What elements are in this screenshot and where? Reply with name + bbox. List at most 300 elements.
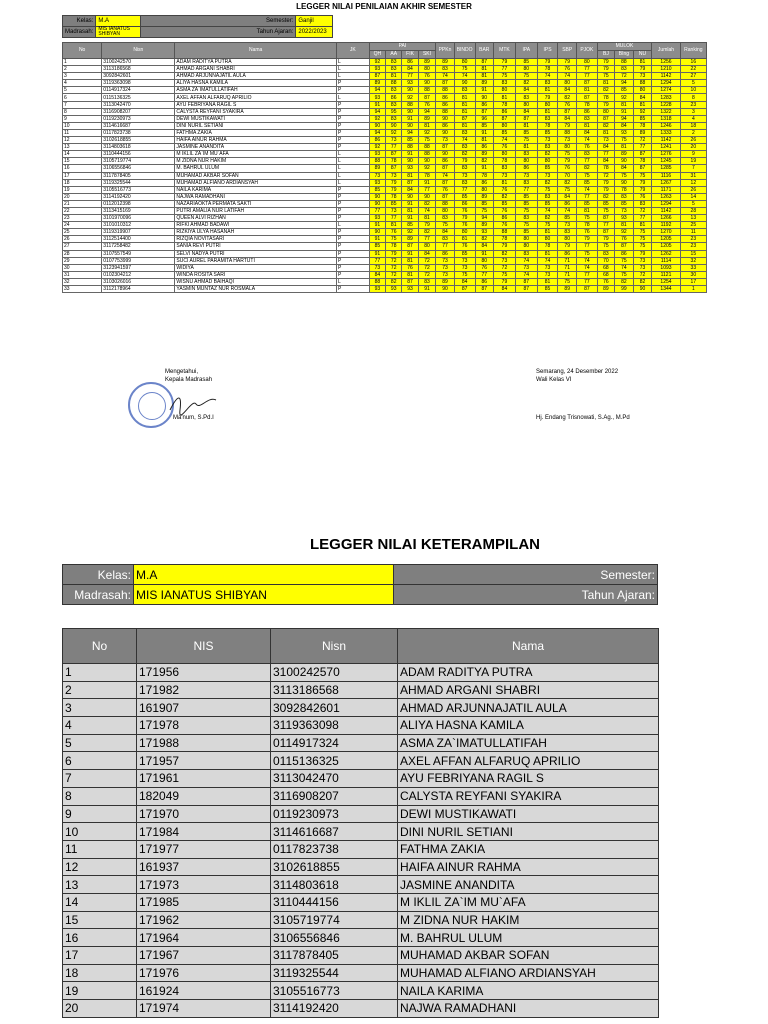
grade-cell[interactable]: 20 [680, 144, 706, 151]
grade-cell[interactable]: 81 [402, 172, 418, 179]
grade-cell[interactable]: 83 [436, 236, 455, 243]
grade-cell[interactable]: 83 [597, 250, 614, 257]
grade-cell[interactable]: 86 [515, 165, 537, 172]
grade-cell[interactable]: 78 [386, 193, 402, 200]
grade-cell[interactable]: 91 [402, 250, 418, 257]
grade-cell[interactable]: 79 [386, 179, 402, 186]
grade-cell[interactable]: 72 [597, 172, 614, 179]
grade-cell[interactable]: 80 [475, 186, 494, 193]
grade-cell[interactable]: 80 [537, 158, 558, 165]
grade-cell[interactable]: 32 [680, 257, 706, 264]
grade-cell[interactable]: 89 [369, 80, 385, 87]
grade-cell[interactable]: 1344 [652, 286, 680, 293]
grade-cell[interactable]: 81 [615, 222, 634, 229]
grade-cell[interactable]: 1283 [652, 94, 680, 101]
grade-cell[interactable]: 90 [418, 80, 435, 87]
grade-cell[interactable]: 5 [680, 80, 706, 87]
grade-cell[interactable]: 80 [597, 108, 614, 115]
kelas2-value[interactable]: M.A [134, 565, 394, 585]
grade-cell[interactable]: 76 [558, 101, 577, 108]
grade-cell[interactable]: 77 [454, 186, 475, 193]
grade-cell[interactable]: 82 [515, 80, 537, 87]
grade-cell[interactable]: 82 [597, 87, 614, 94]
grade-cell[interactable]: 82 [475, 236, 494, 243]
grade-cell[interactable]: 85 [515, 193, 537, 200]
grade-cell[interactable]: 84 [558, 87, 577, 94]
grade-cell[interactable]: 72 [418, 271, 435, 278]
grade-cell[interactable]: 75 [494, 73, 516, 80]
grade-cell[interactable]: 78 [537, 66, 558, 73]
grade-cell[interactable]: 84 [494, 286, 516, 293]
grade-cell[interactable]: 88 [402, 101, 418, 108]
grade-cell[interactable]: 1171 [652, 186, 680, 193]
grade-cell[interactable]: 30 [680, 271, 706, 278]
grade-cell[interactable]: 81 [537, 108, 558, 115]
grade-cell[interactable]: 77 [475, 271, 494, 278]
grade-cell[interactable]: 1241 [652, 144, 680, 151]
grade-cell[interactable]: 1228 [652, 101, 680, 108]
grade-cell[interactable]: 81 [402, 257, 418, 264]
grade-cell[interactable]: 89 [475, 151, 494, 158]
grade-cell[interactable]: 75 [558, 151, 577, 158]
grade-cell[interactable]: 81 [454, 108, 475, 115]
grade-cell[interactable]: 9 [680, 151, 706, 158]
grade-cell[interactable]: 83 [515, 151, 537, 158]
grade-cell[interactable]: 80 [418, 243, 435, 250]
grade-cell[interactable]: 88 [436, 200, 455, 207]
grade-cell[interactable]: 85 [454, 193, 475, 200]
grade-cell[interactable]: 77 [418, 236, 435, 243]
grade-cell[interactable]: 79 [558, 243, 577, 250]
grade-cell[interactable]: 87 [615, 243, 634, 250]
grade-cell[interactable]: 79 [386, 250, 402, 257]
grade-cell[interactable]: 75 [558, 186, 577, 193]
grade-cell[interactable]: 75 [454, 271, 475, 278]
grade-cell[interactable]: 80 [537, 236, 558, 243]
grade-cell[interactable]: 81 [402, 207, 418, 214]
grade-cell[interactable]: 94 [369, 129, 385, 136]
grade-cell[interactable]: 83 [454, 129, 475, 136]
grade-cell[interactable]: 23 [680, 101, 706, 108]
grade-cell[interactable]: 85 [494, 200, 516, 207]
grade-cell[interactable]: 84 [576, 129, 597, 136]
grade-cell[interactable]: 86 [402, 59, 418, 66]
grade-cell[interactable]: 15 [680, 250, 706, 257]
grade-cell[interactable]: 93 [615, 129, 634, 136]
grade-cell[interactable]: 94 [369, 108, 385, 115]
grade-cell[interactable]: 70 [558, 172, 577, 179]
grade-cell[interactable]: 76 [418, 73, 435, 80]
grade-cell[interactable]: 85 [494, 129, 516, 136]
grade-cell[interactable]: 94 [369, 87, 385, 94]
grade-cell[interactable]: 87 [576, 80, 597, 87]
grade-cell[interactable]: 1267 [652, 179, 680, 186]
grade-cell[interactable]: 93 [386, 286, 402, 293]
grade-cell[interactable]: 10 [680, 87, 706, 94]
grade-cell[interactable]: 91 [369, 250, 385, 257]
grade-cell[interactable]: 90 [475, 94, 494, 101]
grade-cell[interactable]: 74 [454, 137, 475, 144]
grade-cell[interactable]: 74 [537, 257, 558, 264]
grade-cell[interactable]: 81 [615, 101, 634, 108]
grade-cell[interactable]: 91 [615, 108, 634, 115]
grade-cell[interactable]: 73 [615, 207, 634, 214]
grade-cell[interactable]: 75 [597, 207, 614, 214]
grade-cell[interactable]: 80 [475, 257, 494, 264]
grade-cell[interactable]: 13 [680, 215, 706, 222]
grade-cell[interactable]: 91 [402, 215, 418, 222]
grade-cell[interactable]: 87 [597, 115, 614, 122]
grade-cell[interactable]: 80 [494, 151, 516, 158]
grade-cell[interactable]: 78 [633, 122, 652, 129]
grade-cell[interactable]: 75 [537, 186, 558, 193]
grade-cell[interactable]: 78 [537, 243, 558, 250]
grade-cell[interactable]: 5 [680, 200, 706, 207]
grade-cell[interactable]: 90 [369, 193, 385, 200]
grade-cell[interactable]: 88 [418, 151, 435, 158]
grade-cell[interactable]: 85 [537, 129, 558, 136]
grade-cell[interactable]: 93 [369, 151, 385, 158]
grade-cell[interactable]: 82 [537, 151, 558, 158]
grade-cell[interactable]: 78 [494, 236, 516, 243]
grade-cell[interactable]: 73 [515, 172, 537, 179]
grade-cell[interactable]: 72 [633, 271, 652, 278]
grade-cell[interactable]: 90 [436, 129, 455, 136]
grade-cell[interactable]: 75 [615, 137, 634, 144]
grade-cell[interactable]: 74 [454, 73, 475, 80]
grade-cell[interactable]: 83 [537, 80, 558, 87]
grade-cell[interactable]: 82 [615, 278, 634, 285]
grade-cell[interactable]: 91 [402, 115, 418, 122]
grade-cell[interactable]: 78 [576, 222, 597, 229]
grade-cell[interactable]: 72 [615, 73, 634, 80]
grade-cell[interactable]: 75 [615, 257, 634, 264]
grade-cell[interactable]: 92 [369, 144, 385, 151]
grade-cell[interactable]: 93 [369, 94, 385, 101]
grade-cell[interactable]: 87 [436, 80, 455, 87]
grade-cell[interactable]: 83 [386, 101, 402, 108]
grade-cell[interactable]: 85 [597, 200, 614, 207]
grade-cell[interactable]: 88 [386, 80, 402, 87]
grade-cell[interactable]: 71 [558, 264, 577, 271]
grade-cell[interactable]: 77 [369, 207, 385, 214]
grade-cell[interactable]: 80 [436, 207, 455, 214]
grade-cell[interactable]: 79 [558, 122, 577, 129]
grade-cell[interactable]: 17 [680, 278, 706, 285]
grade-cell[interactable]: 83 [558, 229, 577, 236]
grade-cell[interactable]: 90 [369, 200, 385, 207]
grade-cell[interactable]: 90 [454, 80, 475, 87]
grade-cell[interactable]: 86 [436, 250, 455, 257]
grade-cell[interactable]: 93 [402, 165, 418, 172]
grade-cell[interactable]: 72 [386, 271, 402, 278]
grade-cell[interactable]: 80 [558, 144, 577, 151]
grade-cell[interactable]: 84 [402, 66, 418, 73]
grade-cell[interactable]: 83 [515, 179, 537, 186]
grade-cell[interactable]: 92 [615, 229, 634, 236]
grade-cell[interactable]: 92 [615, 94, 634, 101]
grade-cell[interactable]: 3 [680, 108, 706, 115]
grade-cell[interactable]: 83 [436, 66, 455, 73]
grade-cell[interactable]: 73 [454, 257, 475, 264]
grade-cell[interactable]: 74 [515, 271, 537, 278]
grade-cell[interactable]: 77 [369, 257, 385, 264]
grade-cell[interactable]: 88 [558, 129, 577, 136]
grade-cell[interactable]: 75 [615, 271, 634, 278]
grade-cell[interactable]: 78 [475, 172, 494, 179]
grade-cell[interactable]: 79 [597, 179, 614, 186]
grade-cell[interactable]: 23 [680, 236, 706, 243]
grade-cell[interactable]: 78 [386, 158, 402, 165]
grade-cell[interactable]: 84 [454, 278, 475, 285]
grade-cell[interactable]: 81 [633, 101, 652, 108]
grade-cell[interactable]: 76 [454, 243, 475, 250]
grade-cell[interactable]: 90 [402, 87, 418, 94]
grade-cell[interactable]: 87 [436, 165, 455, 172]
grade-cell[interactable]: 81 [454, 236, 475, 243]
grade-cell[interactable]: 83 [576, 151, 597, 158]
grade-cell[interactable]: 86 [436, 122, 455, 129]
grade-cell[interactable]: 81 [633, 222, 652, 229]
grade-cell[interactable]: 93 [402, 80, 418, 87]
grade-cell[interactable]: 1205 [652, 243, 680, 250]
grade-cell[interactable]: 93 [369, 179, 385, 186]
grade-cell[interactable]: 74 [436, 73, 455, 80]
grade-cell[interactable]: 77 [576, 193, 597, 200]
grade-cell[interactable]: 73 [436, 264, 455, 271]
grade-cell[interactable]: 79 [537, 94, 558, 101]
grade-cell[interactable]: 91 [475, 165, 494, 172]
grade-cell[interactable]: 90 [402, 158, 418, 165]
grade-cell[interactable]: 86 [494, 215, 516, 222]
grade-cell[interactable]: 79 [597, 101, 614, 108]
grade-cell[interactable]: 83 [537, 193, 558, 200]
grade-cell[interactable]: 89 [475, 222, 494, 229]
grade-cell[interactable]: 75 [386, 236, 402, 243]
grade-cell[interactable]: 90 [402, 122, 418, 129]
grade-cell[interactable]: 83 [386, 87, 402, 94]
grade-cell[interactable]: 75 [576, 172, 597, 179]
grade-cell[interactable]: 92 [633, 108, 652, 115]
grade-cell[interactable]: 93 [475, 229, 494, 236]
grade-cell[interactable]: 83 [494, 80, 516, 87]
grade-cell[interactable]: 81 [475, 137, 494, 144]
grade-cell[interactable]: 73 [454, 264, 475, 271]
grade-cell[interactable]: 71 [558, 271, 577, 278]
grade-cell[interactable]: 90 [436, 115, 455, 122]
grade-cell[interactable]: 85 [615, 200, 634, 207]
grade-cell[interactable]: 87 [475, 286, 494, 293]
grade-cell[interactable]: 77 [576, 271, 597, 278]
grade-cell[interactable]: 90 [369, 229, 385, 236]
grade-cell[interactable]: 87 [597, 215, 614, 222]
grade-cell[interactable]: 87 [633, 165, 652, 172]
grade-cell[interactable]: 82 [597, 193, 614, 200]
grade-cell[interactable]: 86 [475, 179, 494, 186]
grade-cell[interactable]: 22 [680, 66, 706, 73]
grade-cell[interactable]: 87 [475, 108, 494, 115]
grade-cell[interactable]: 79 [597, 236, 614, 243]
grade-cell[interactable]: 81 [402, 271, 418, 278]
grade-cell[interactable]: 74 [515, 257, 537, 264]
grade-cell[interactable]: 73 [436, 271, 455, 278]
grade-cell[interactable]: 91 [369, 222, 385, 229]
grade-cell[interactable]: 1 [680, 286, 706, 293]
grade-cell[interactable]: 89 [633, 129, 652, 136]
grade-cell[interactable]: 87 [369, 73, 385, 80]
grade-cell[interactable]: 1285 [652, 165, 680, 172]
grade-cell[interactable]: 79 [597, 66, 614, 73]
grade-cell[interactable]: 33 [680, 264, 706, 271]
grade-cell[interactable]: 1093 [652, 264, 680, 271]
grade-cell[interactable]: 78 [576, 101, 597, 108]
grade-cell[interactable]: 82 [475, 158, 494, 165]
grade-cell[interactable]: 75 [597, 73, 614, 80]
grade-cell[interactable]: 76 [558, 66, 577, 73]
grade-cell[interactable]: 83 [576, 115, 597, 122]
grade-cell[interactable]: 82 [418, 200, 435, 207]
grade-cell[interactable]: 1254 [652, 278, 680, 285]
grade-cell[interactable]: 76 [494, 186, 516, 193]
grade-cell[interactable]: 79 [633, 179, 652, 186]
grade-cell[interactable]: 68 [597, 271, 614, 278]
grade-cell[interactable]: 73 [436, 137, 455, 144]
grade-cell[interactable]: 94 [615, 80, 634, 87]
grade-cell[interactable]: 76 [418, 101, 435, 108]
grade-cell[interactable]: 83 [436, 215, 455, 222]
grade-cell[interactable]: 77 [515, 186, 537, 193]
grade-cell[interactable]: 85 [558, 215, 577, 222]
grade-cell[interactable]: 90 [418, 193, 435, 200]
grade-cell[interactable]: 87 [633, 151, 652, 158]
grade-cell[interactable]: 72 [418, 264, 435, 271]
grade-cell[interactable]: 83 [386, 59, 402, 66]
grade-cell[interactable]: 77 [494, 66, 516, 73]
grade-cell[interactable]: 87 [515, 115, 537, 122]
grade-cell[interactable]: 87 [494, 115, 516, 122]
grade-cell[interactable]: 75 [494, 271, 516, 278]
grade-cell[interactable]: 93 [369, 66, 385, 73]
grade-cell[interactable]: 73 [369, 172, 385, 179]
grade-cell[interactable]: 78 [633, 158, 652, 165]
grade-cell[interactable]: 82 [576, 165, 597, 172]
grade-cell[interactable]: 83 [386, 115, 402, 122]
grade-cell[interactable]: 73 [515, 264, 537, 271]
grade-cell[interactable]: 87 [402, 179, 418, 186]
grade-cell[interactable]: 87 [515, 278, 537, 285]
grade-cell[interactable]: 81 [537, 229, 558, 236]
grade-cell[interactable]: 74 [537, 207, 558, 214]
grade-cell[interactable]: 83 [515, 94, 537, 101]
grade-cell[interactable]: 87 [436, 193, 455, 200]
grade-cell[interactable]: 84 [615, 165, 634, 172]
grade-cell[interactable]: 73 [537, 172, 558, 179]
grade-cell[interactable]: 86 [615, 250, 634, 257]
grade-cell[interactable]: 84 [402, 186, 418, 193]
grade-cell[interactable]: 83 [537, 115, 558, 122]
grade-cell[interactable]: 77 [576, 243, 597, 250]
grade-cell[interactable]: 85 [386, 200, 402, 207]
grade-cell[interactable]: 84 [597, 144, 614, 151]
grade-cell[interactable]: 87 [515, 286, 537, 293]
grade-cell[interactable]: 85 [615, 87, 634, 94]
grade-cell[interactable]: 89 [402, 236, 418, 243]
grade-cell[interactable]: 80 [515, 101, 537, 108]
grade-cell[interactable]: 79 [597, 186, 614, 193]
grade-cell[interactable]: 81 [454, 122, 475, 129]
grade-cell[interactable]: 72 [386, 257, 402, 264]
grade-cell[interactable]: 77 [576, 66, 597, 73]
grade-cell[interactable]: 90 [436, 151, 455, 158]
grade-cell[interactable]: 81 [418, 122, 435, 129]
grade-cell[interactable]: 80 [494, 87, 516, 94]
grade-cell[interactable]: 94 [402, 129, 418, 136]
grade-cell[interactable]: 79 [633, 250, 652, 257]
grade-cell[interactable]: 82 [597, 122, 614, 129]
grade-cell[interactable]: 74 [436, 172, 455, 179]
grade-cell[interactable]: 81 [454, 101, 475, 108]
grade-cell[interactable]: 86 [475, 144, 494, 151]
grade-cell[interactable]: 81 [386, 73, 402, 80]
grade-cell[interactable]: 1276 [652, 151, 680, 158]
grade-cell[interactable]: 88 [402, 144, 418, 151]
grade-cell[interactable]: 84 [475, 243, 494, 250]
grade-cell[interactable]: 76 [494, 144, 516, 151]
grade-cell[interactable]: 84 [418, 250, 435, 257]
grade-cell[interactable]: 82 [558, 179, 577, 186]
grade-cell[interactable]: 1262 [652, 250, 680, 257]
grade-cell[interactable]: 23 [680, 243, 706, 250]
grade-cell[interactable]: 73 [633, 73, 652, 80]
grade-cell[interactable]: 91 [475, 87, 494, 94]
grade-cell[interactable]: 81 [576, 87, 597, 94]
grade-cell[interactable]: 80 [633, 87, 652, 94]
grade-cell[interactable]: 18 [680, 122, 706, 129]
grade-cell[interactable]: 73 [454, 172, 475, 179]
grade-cell[interactable]: 91 [418, 179, 435, 186]
grade-cell[interactable]: 72 [494, 264, 516, 271]
grade-cell[interactable]: 92 [369, 115, 385, 122]
grade-cell[interactable]: 1294 [652, 80, 680, 87]
grade-cell[interactable]: 77 [597, 151, 614, 158]
grade-cell[interactable]: 79 [633, 186, 652, 193]
grade-cell[interactable]: 74 [558, 73, 577, 80]
grade-cell[interactable]: 75 [597, 243, 614, 250]
grade-cell[interactable]: 94 [418, 108, 435, 115]
grade-cell[interactable]: 73 [537, 137, 558, 144]
semester-value[interactable]: Ganjil [296, 16, 333, 27]
grade-cell[interactable]: 86 [558, 200, 577, 207]
grade-cell[interactable]: 80 [454, 59, 475, 66]
grade-cell[interactable]: 80 [537, 101, 558, 108]
grade-cell[interactable]: 88 [633, 80, 652, 87]
grade-cell[interactable]: 75 [515, 222, 537, 229]
grade-cell[interactable]: 1205 [652, 236, 680, 243]
grade-cell[interactable]: 83 [537, 144, 558, 151]
grade-cell[interactable]: 2 [680, 129, 706, 136]
grade-cell[interactable]: 84 [558, 115, 577, 122]
grade-cell[interactable]: 72 [633, 137, 652, 144]
grade-cell[interactable]: 79 [558, 158, 577, 165]
grade-cell[interactable]: 77 [402, 73, 418, 80]
grade-cell[interactable]: 94 [475, 215, 494, 222]
grade-cell[interactable]: 76 [615, 236, 634, 243]
grade-cell[interactable]: 83 [418, 278, 435, 285]
grade-cell[interactable]: 75 [454, 66, 475, 73]
grade-cell[interactable]: 86 [436, 158, 455, 165]
grade-cell[interactable]: 87 [436, 179, 455, 186]
grade-cell[interactable]: 78 [386, 243, 402, 250]
